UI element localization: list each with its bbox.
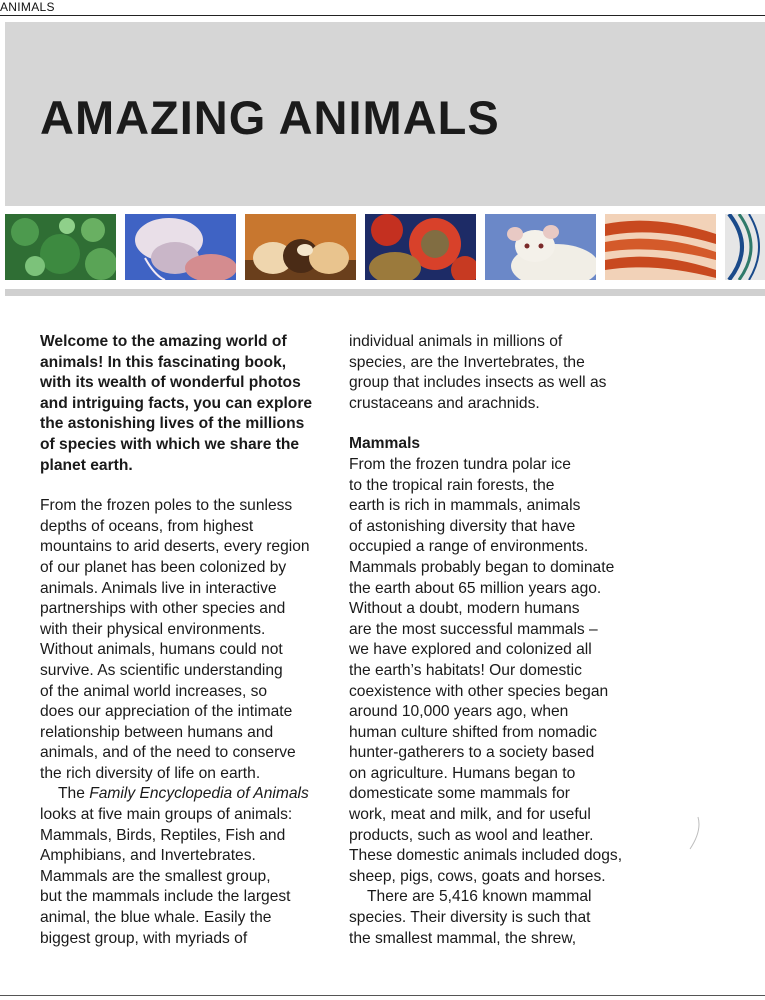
text-line: around 10,000 years ago, when xyxy=(349,703,569,721)
text-line: looks at five main groups of animals: xyxy=(40,806,293,824)
text-line: animals, and of the need to conserve xyxy=(40,744,296,762)
text-line: Welcome to the amazing world of xyxy=(40,333,287,350)
text-line: human culture shifted from nomadic xyxy=(349,723,597,741)
photo-coral-fish xyxy=(365,214,476,280)
header-rule xyxy=(0,15,765,16)
text-line: coexistence with other species began xyxy=(349,682,609,700)
text-line: relationship between humans and xyxy=(40,723,274,741)
text-line: of astonishing diversity that have xyxy=(349,517,576,535)
text-line: of species with which we share the xyxy=(40,435,300,453)
body-paragraph xyxy=(40,784,340,949)
text-line: of our planet has been colonized by xyxy=(40,558,287,576)
text-line: does our appreciation of the intimate xyxy=(40,703,293,721)
left-column xyxy=(40,332,340,949)
text-line: Without a doubt, modern humans xyxy=(349,600,580,618)
text-line: products, such as wool and leather. xyxy=(349,826,594,844)
body-paragraph xyxy=(349,455,649,887)
photo-green-cells xyxy=(5,214,116,280)
text-line: individual animals in millions of xyxy=(349,333,563,350)
text-line: the astonishing lives of the millions xyxy=(40,415,305,433)
text-line: earth is rich in mammals, animals xyxy=(349,497,581,515)
paragraph-gap xyxy=(349,414,649,434)
text-line: and intriguing facts, you can explore xyxy=(40,394,313,412)
text-line: but the mammals include the largest xyxy=(40,888,291,906)
text-line: with their physical environments. xyxy=(40,620,266,638)
text-line: survive. As scientific understanding xyxy=(40,661,283,679)
photo-jellyfish xyxy=(125,214,236,280)
right-column xyxy=(349,332,649,949)
page-title: AMAZING ANIMALS xyxy=(40,91,500,144)
text-line: the earth’s habitats! Our domestic xyxy=(349,661,582,679)
section-heading: Mammals xyxy=(349,435,421,453)
text-line: Mammals, Birds, Reptiles, Fish and xyxy=(40,826,286,844)
text-line: the smallest mammal, the shrew, xyxy=(349,929,577,947)
photo-guinea-pigs xyxy=(245,214,356,280)
footer-rule xyxy=(0,995,765,996)
text-line: of the animal world increases, so xyxy=(40,682,268,700)
text-line: species. Their diversity is such that xyxy=(349,909,591,927)
text-line: There are 5,416 known mammal xyxy=(367,888,592,906)
text-line: Mammals are the smallest group, xyxy=(40,867,271,885)
text-line: work, meat and milk, and for useful xyxy=(349,806,591,824)
text-run: The xyxy=(58,785,90,803)
text-line: These domestic animals included dogs, xyxy=(349,847,623,865)
text-line: are the most successful mammals – xyxy=(349,620,598,638)
photo-strip-rule xyxy=(5,289,765,296)
body-paragraph xyxy=(349,332,649,414)
text-line: Mammals probably began to dominate xyxy=(349,558,615,576)
paragraph-gap xyxy=(40,476,340,496)
text-line: domesticate some mammals for xyxy=(349,785,570,803)
intro-paragraph xyxy=(40,332,340,476)
photo-strip xyxy=(5,214,765,280)
text-line: on agriculture. Humans began to xyxy=(349,764,576,782)
text-line: partnerships with other species and xyxy=(40,600,286,618)
text-line: From the frozen poles to the sunless xyxy=(40,497,293,515)
text-line: crustaceans and arachnids. xyxy=(349,394,540,412)
text-line: group that includes insects as well as xyxy=(349,374,607,392)
photo-fish-gills xyxy=(605,214,716,280)
text-line: planet earth. xyxy=(40,456,133,474)
text-line: hunter-gatherers to a society based xyxy=(349,744,595,762)
text-line: Without animals, humans could not xyxy=(40,641,283,659)
text-line: the earth about 65 million years ago. xyxy=(349,579,602,597)
text-line: sheep, pigs, cows, goats and horses. xyxy=(349,867,606,885)
text-line: mountains to arid deserts, every region xyxy=(40,538,310,556)
photo-peacock-feather xyxy=(725,214,765,280)
text-line: Amphibians, and Invertebrates. xyxy=(40,847,256,865)
pencil-mark xyxy=(686,815,702,851)
text-line: the rich diversity of life on earth. xyxy=(40,764,261,782)
body-paragraph xyxy=(349,887,649,949)
text-line: From the frozen tundra polar ice xyxy=(349,455,571,473)
photo-white-rat xyxy=(485,214,596,280)
text-line: depths of oceans, from highest xyxy=(40,517,254,535)
book-title: Family Encyclopedia of Animals xyxy=(89,785,309,803)
text-line: animal, the blue whale. Easily the xyxy=(40,909,272,927)
text-line: biggest group, with myriads of xyxy=(40,929,248,947)
text-line: occupied a range of environments. xyxy=(349,538,589,556)
text-line: with its wealth of wonderful photos xyxy=(40,374,301,392)
text-line: to the tropical rain forests, the xyxy=(349,476,555,494)
running-head: ANIMALS xyxy=(0,0,55,14)
text-line: species, are the Invertebrates, the xyxy=(349,353,585,371)
text-line: animals. Animals live in interactive xyxy=(40,579,277,597)
text-line: animals! In this fascinating book, xyxy=(40,353,287,371)
body-paragraph xyxy=(40,496,340,784)
text-line: we have explored and colonized all xyxy=(349,641,592,659)
